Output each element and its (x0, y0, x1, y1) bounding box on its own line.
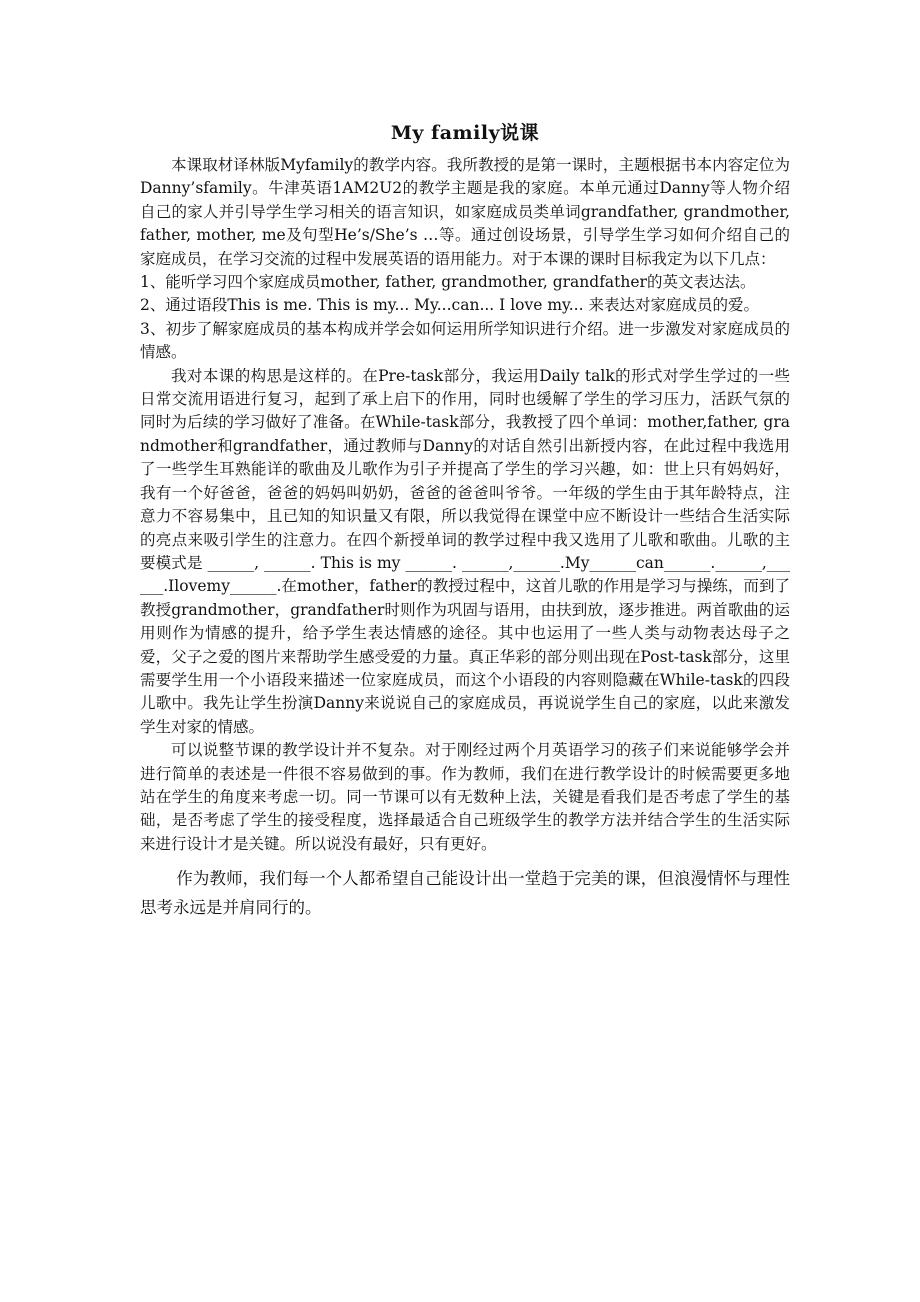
reflection-paragraph: 可以说整节课的教学设计并不复杂。对于刚经过两个月英语学习的孩子们来说能够学会并进行简单的表述是一件很不容易做到的事。作为教师，我们在进行教学设计的时候需要更多地站在学生的角度来考虑一切。同一节课可以有无数种上法，关键是看我们是否考虑了学生的基础，是否考虑了学生的接受程度，选择最适合自己班级学生的教学方法并结合学生的生活实际来进行设计才是关键。所以说没有最好，只有更好。 (140, 741, 790, 853)
lesson-design-paragraph: 我对本课的构思是这样的。在Pre-task部分，我运用Daily talk的形式对学生学过的一些日常交流用语进行复习，起到了承上启下的作用，同时也缓解了学生的学习压力，活跃气氛的同时为后续的学习做好了准备。在While-task部分，我教授了四个单词：mother,father, grandmother和grandfather，通过教师与Danny的对话自然引出新授内容，在此过程中我选用了一些学生耳熟能详的歌曲及儿歌作为引子并提高了学生的学习兴趣，如：世上只有妈妈好，我有一个好爸爸，爸爸的妈妈叫奶奶，爸爸的爸爸叫爷爷。一年级的学生由于其年龄特点，注意力不容易集中，且已知的知识量又有限，所以我觉得在课堂中应不断设计一些结合生活实际的亮点来吸引学生的注意力。在四个新授单词的教学过程中我又选用了儿歌和歌曲。儿歌的主要模式是 ______, ______. This is my ______. ______,______.My______can______.______,______.Ilovemy______.在mother，father的教授过程中，这首儿歌的作用是学习与操练，而到了教授grandmother，grandfather时则作为巩固与语用，由扶到放，逐步推进。两首歌曲的运用则作为情感的提升，给予学生表达情感的途径。其中也运用了一些人类与动物表达母子之爱，父子之爱的图片来帮助学生感受爱的力量。真正华彩的部分则出现在Post-task部分，这里需要学生用一个小语段来描述一位家庭成员，而这个小语段的内容则隐藏在While-task的四段儿歌中。我先让学生扮演Danny来说说自己的家庭成员，再说说学生自己的家庭，以此来激发学生对家的情感。 (140, 366, 790, 736)
objective-2-paragraph: 2、通过语段This is me. This is my... My...can... I love my... 来表达对家庭成员的爱。 (140, 296, 759, 315)
objective-1-paragraph: 1、能听学习四个家庭成员mother, father, grandmother, grandfather的英文表达法。 (140, 273, 756, 292)
document-page (140, 118, 790, 922)
intro-paragraph: 本课取材译林版Myfamily的教学内容。我所教授的是第一课时，主题根据书本内容定位为Danny’sfamily。牛津英语1AM2U2的教学主题是我的家庭。本单元通过Danny等人物介绍自己的家人并引导学生学习相关的语言知识，如家庭成员类单词grandfather, grandmother, father, mother, me及句型He’s/She’s …等。通过创设场景，引导学生学习如何介绍自己的家庭成员，在学习交流的过程中发展英语的语用能力。对于本课的课时目标我定为以下几点： (140, 156, 790, 268)
document-title: My family说课 (390, 122, 540, 144)
objective-3-paragraph: 3、初步了解家庭成员的基本构成并学会如何运用所学知识进行介绍。进一步激发对家庭成员的情感。 (140, 319, 790, 362)
closing-paragraph: 作为教师，我们每一个人都希望自己能设计出一堂趋于完美的课，但浪漫情怀与理性思考永远是并肩同行的。 (140, 869, 790, 918)
